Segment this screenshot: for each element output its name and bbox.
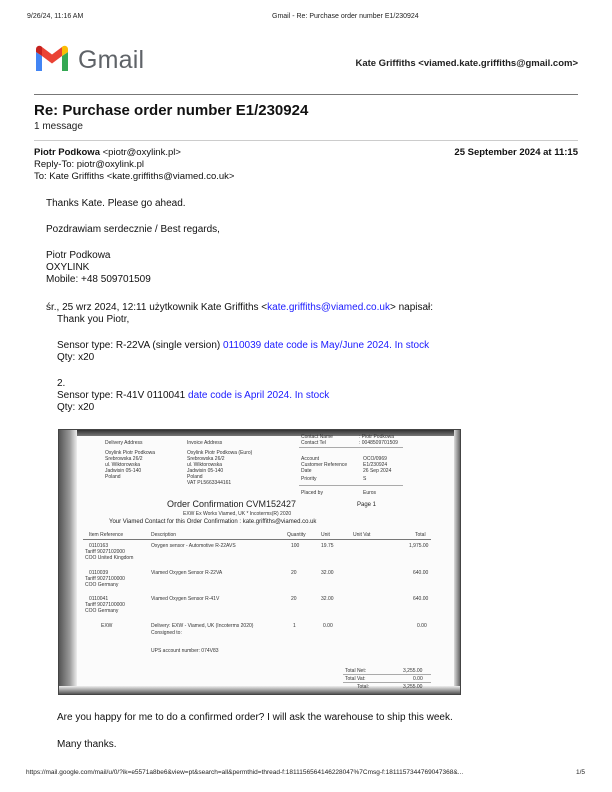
doc-col-header: Quantity — [287, 532, 306, 538]
quote-item1 — [57, 340, 429, 352]
doc-invoice-address-line: Oxylink Piotr Podkowa (Euro) — [187, 450, 253, 456]
doc-row-ref: 0110163 — [89, 543, 109, 549]
quote-email-link[interactable]: kate.griffiths@viamed.co.uk — [267, 302, 390, 313]
sender-name: Piotr Podkowa — [34, 147, 100, 158]
print-title: Gmail - Re: Purchase order number E1/230924 — [272, 13, 419, 20]
quote-header-after: > napisał: — [389, 302, 434, 313]
footer-page-number: 1/5 — [575, 769, 585, 776]
doc-info-value: E1/230924 — [363, 462, 388, 468]
message-date: 25 September 2024 at 11:15 — [454, 147, 578, 158]
doc-ups-account: UPS account number: 074V83 — [151, 648, 219, 654]
doc-info-label: Placed by — [301, 490, 323, 496]
signature-mobile: Mobile: +48 509701509 — [46, 274, 151, 285]
doc-info-value: OCO/0969 — [363, 456, 387, 462]
doc-row-tariff: Tariff 9027100000 — [85, 576, 125, 582]
doc-row-ref: 0110041 — [89, 596, 109, 602]
doc-divider — [343, 682, 431, 683]
doc-info-label: Date — [301, 468, 312, 474]
doc-total-label: Total Vat: — [345, 676, 366, 682]
doc-divider — [343, 674, 431, 675]
doc-info-value: Euros — [363, 490, 377, 496]
body-line-1: Thanks Kate. Please go ahead. — [46, 198, 186, 209]
doc-invoice-address-line: Poland — [187, 474, 203, 480]
doc-info-value: : 0048509701509 — [359, 440, 398, 446]
doc-total-label: Total Net: — [345, 668, 367, 674]
doc-shadow — [454, 430, 460, 694]
doc-col-header: Item Reference — [89, 532, 124, 538]
quote-thanks: Many thanks. — [57, 739, 117, 750]
doc-contact-line: Your Viamed Contact for this Order Confirmation : kate.griffiths@viamed.co.uk — [109, 519, 317, 525]
doc-row-desc: Oxygen sensor - Automotive R-22AVS — [151, 543, 236, 549]
doc-row-total: 640.00 — [413, 570, 429, 576]
doc-row-tariff: Tariff 9027102000 — [85, 549, 125, 555]
doc-row-coo: COO Germany — [85, 608, 119, 614]
doc-invoice-address-line: Jadwisin 05-140 — [187, 468, 224, 474]
doc-row-qty: 20 — [291, 570, 297, 576]
body-line-2: Pozdrawiam serdecznie / Best regards, — [46, 224, 220, 235]
quote-item1-prefix: Sensor type: R-22VA (single version) — [57, 340, 224, 351]
doc-row-unit: 19.75 — [321, 543, 334, 549]
quote-item2-qty: Qty: x20 — [57, 402, 95, 413]
doc-total-label: Total: — [357, 684, 369, 690]
quote-item1-qty: Qty: x20 — [57, 352, 95, 363]
doc-info-value: : Piotr Podkowa — [359, 434, 395, 440]
doc-row-qty: 100 — [291, 543, 300, 549]
doc-row-unit: 32.00 — [321, 596, 334, 602]
doc-delivery-label: Delivery Address — [105, 440, 143, 446]
doc-row-coo: COO Germany — [85, 582, 119, 588]
doc-row-total: 1,975.00 — [409, 543, 429, 549]
doc-row-coo: COO United Kingdom — [85, 555, 134, 561]
doc-title: Order Confirmation CVM152427 — [167, 499, 297, 509]
doc-info-label: Contact Tel — [301, 440, 326, 446]
doc-invoice-address-line: VAT PL5663344161 — [187, 480, 232, 486]
print-datetime: 9/26/24, 11:16 AM — [27, 13, 84, 20]
doc-row-desc: Viamed Oxygen Sensor R-41V — [151, 596, 220, 602]
doc-delivery-address-line: Poland — [105, 474, 121, 480]
message-count: 1 message — [34, 121, 83, 132]
sender-email: <piotr@oxylink.pl> — [102, 147, 181, 158]
doc-row-desc: Viamed Oxygen Sensor R-22VA — [151, 570, 223, 576]
header-divider — [34, 94, 578, 95]
order-confirmation-image[interactable] — [58, 429, 461, 695]
doc-row-ref: 0110039 — [89, 570, 109, 576]
doc-invoice-label: Invoice Address — [187, 440, 223, 446]
doc-info-label: Contact Name — [301, 434, 333, 440]
subject-divider — [34, 140, 578, 141]
doc-row-unit: 32.00 — [321, 570, 334, 576]
doc-page: Page 1 — [357, 502, 377, 508]
doc-col-header: Total — [415, 532, 426, 538]
doc-info-value: S — [363, 476, 367, 482]
doc-info-label: Priority — [301, 476, 317, 482]
thread-subject: Re: Purchase order number E1/230924 — [34, 102, 309, 119]
to-line: To: Kate Griffiths <kate.griffiths@viamed.co.uk> — [34, 171, 235, 182]
doc-divider — [299, 485, 403, 486]
doc-total-value: 0.00 — [413, 676, 423, 682]
quote-question: Are you happy for me to do a confirmed order? I will ask the warehouse to ship this week. — [57, 712, 453, 723]
doc-shadow — [59, 430, 460, 436]
doc-row-desc: Delivery: EXW - Viamed, UK (Incoterms 2020) — [151, 623, 254, 629]
doc-invoice-address-line: ul. Wiktorowska — [187, 462, 223, 468]
quote-item2 — [57, 390, 329, 402]
doc-row-qty: 20 — [291, 596, 297, 602]
doc-row-total: 0.00 — [417, 623, 427, 629]
doc-delivery-address-line: ul. Wiktorowska — [105, 462, 141, 468]
doc-info-label: Account — [301, 456, 320, 462]
footer-url: https://mail.google.com/mail/u/0/?ik=e5571a8be6&view=pt&search=all&permthid=thread-f:1811156564146228047%7Cmsg-f:1811157344769047368&... — [26, 769, 464, 776]
doc-row-ref: EXW — [101, 623, 113, 629]
doc-shadow — [59, 686, 460, 694]
signature-name: Piotr Podkowa — [46, 250, 111, 261]
doc-col-header: Unit — [321, 532, 330, 538]
message-from-line — [34, 147, 578, 159]
doc-row-unit: 0.00 — [323, 623, 333, 629]
quote-header-before: śr., 25 wrz 2024, 12:11 użytkownik Kate Griffiths < — [46, 302, 268, 313]
doc-shadow — [59, 430, 77, 694]
reply-to-line: Reply-To: piotr@oxylink.pl — [34, 159, 144, 170]
quote-header — [46, 302, 433, 313]
quote-item2-number: 2. — [57, 378, 66, 389]
quote-item2-prefix: Sensor type: R-41V 0110041 — [57, 390, 189, 401]
doc-row-qty: 1 — [293, 623, 296, 629]
doc-divider — [299, 447, 403, 448]
doc-consigned: Consigned to: — [151, 630, 182, 636]
quote-item1-status: 0110039 date code is May/June 2024. In stock — [223, 340, 430, 351]
account-email: Kate Griffiths <viamed.kate.griffiths@gmail.com> — [355, 58, 578, 69]
doc-total-value: 3,255.00 — [403, 668, 423, 674]
doc-total-value: 3,255.00 — [403, 684, 423, 690]
doc-invoice-address-line: Srebrowska 26/2 — [187, 456, 225, 462]
doc-delivery-address-line: Jadwisin 05-140 — [105, 468, 142, 474]
gmail-m-logo-icon[interactable] — [34, 44, 70, 72]
doc-col-header: Unit Vat — [353, 532, 371, 538]
gmail-header — [34, 44, 578, 78]
doc-header-rule — [83, 539, 431, 540]
doc-info-value: 26 Sep 2024 — [363, 468, 392, 474]
gmail-wordmark: Gmail — [78, 46, 145, 74]
doc-delivery-address-line: Srebrowska 26/2 — [105, 456, 143, 462]
doc-terms: EXW Ex Works Viamed, UK * Incoterms(R) 2020 — [183, 511, 292, 517]
doc-row-total: 640.00 — [413, 596, 429, 602]
signature-company: OXYLINK — [46, 262, 90, 273]
quote-item2-status: date code is April 2024. In stock — [188, 390, 330, 401]
doc-col-header: Description — [151, 532, 177, 538]
print-header — [27, 13, 585, 23]
doc-delivery-address-line: Oxylink Piotr Podkowa — [105, 450, 156, 456]
print-footer — [26, 769, 585, 776]
doc-info-label: Customer Reference — [301, 462, 348, 468]
quote-greeting: Thank you Piotr, — [57, 314, 130, 325]
doc-row-tariff: Tariff 9027100000 — [85, 602, 125, 608]
